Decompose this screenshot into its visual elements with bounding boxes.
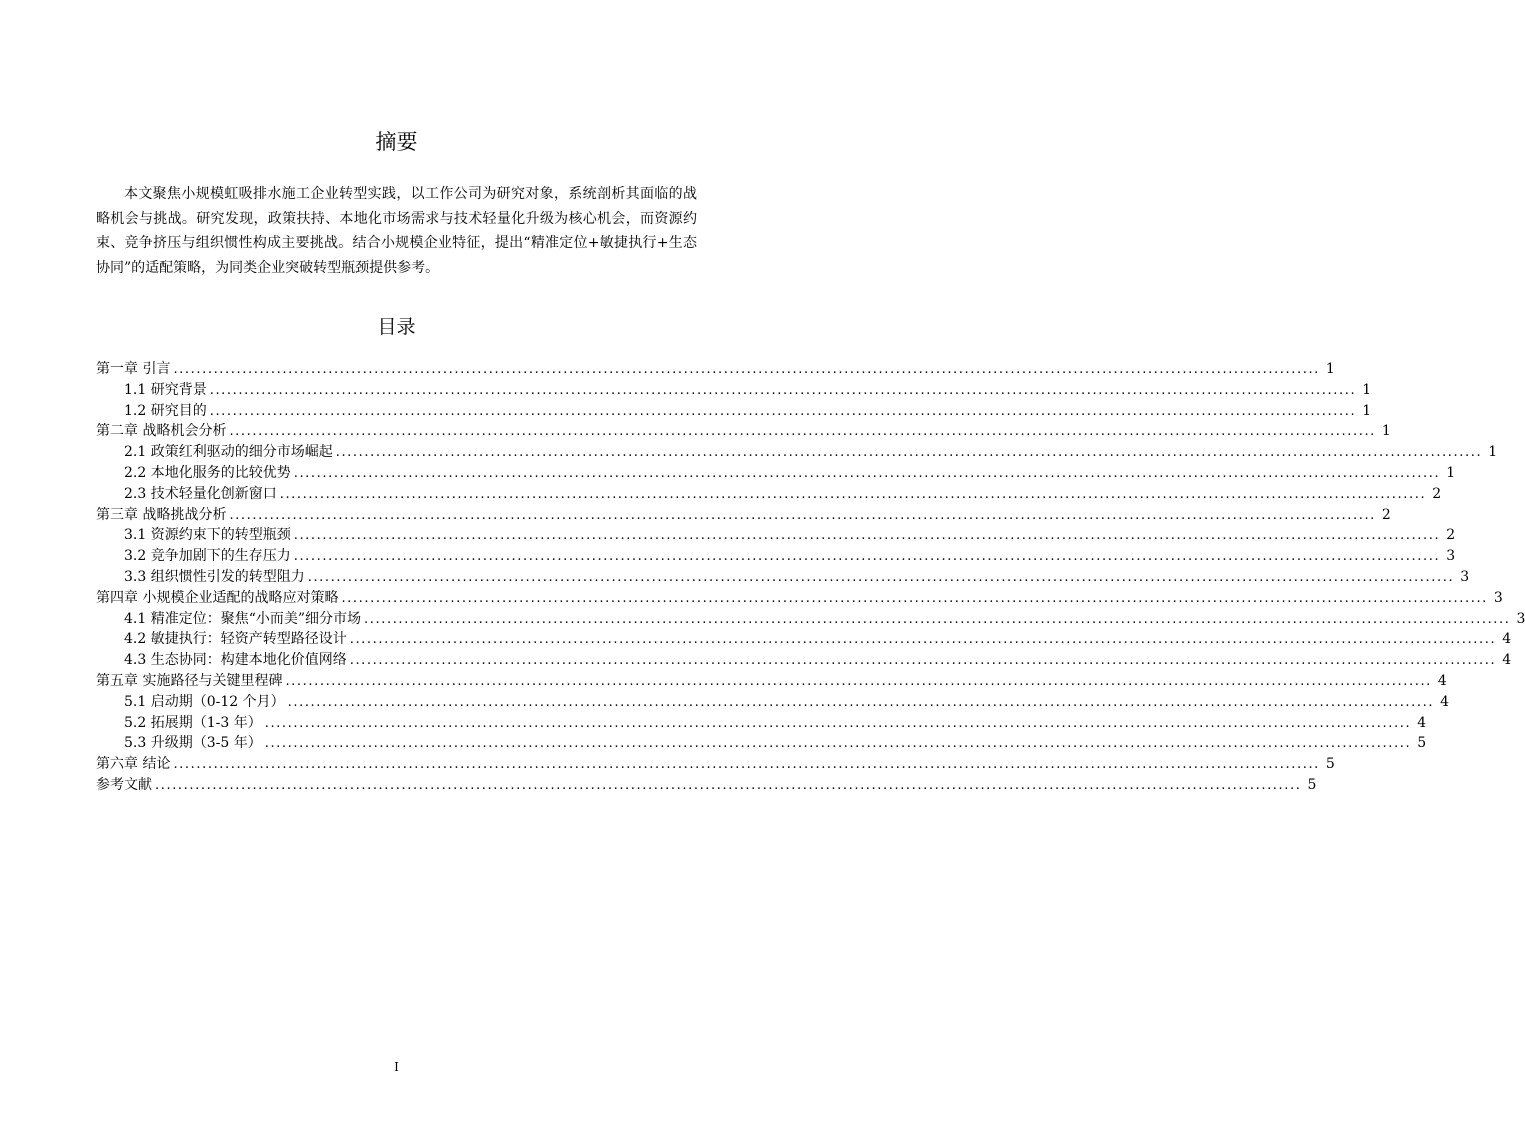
toc-entry[interactable] — [96, 671, 1447, 692]
toc-dot-leader: ........................................................................................................................................................................................................ — [279, 486, 1427, 502]
toc-dot-leader: ........................................................................................................................................................................................................ — [264, 715, 1412, 731]
toc-entry-label: 第四章 小规模企业适配的战略应对策略 — [96, 589, 339, 606]
toc-entry-label: 4.3 生态协同：构建本地化价值网络 — [124, 652, 347, 669]
toc-entry[interactable] — [96, 609, 1525, 630]
toc-dot-leader: ........................................................................................................................................................................................................ — [285, 673, 1432, 689]
page-number: I — [394, 1060, 399, 1074]
toc-entry-page: 1 — [1325, 361, 1335, 377]
toc-dot-leader: ........................................................................................................................................................................................................ — [364, 611, 1511, 627]
toc-entry-page: 4 — [1502, 631, 1512, 648]
toc-entry[interactable] — [96, 401, 1372, 422]
toc-entry-label: 第六章 结论 — [96, 756, 171, 773]
toc-dot-leader: ........................................................................................................................................................................................................ — [209, 403, 1357, 419]
toc-entry-page: 3 — [1516, 610, 1525, 627]
toc-dot-leader: ........................................................................................................................................................................................................ — [307, 569, 1455, 585]
toc-entry-label: 1.2 研究目的 — [124, 402, 207, 419]
toc-entry-label: 4.1 精准定位：聚焦“小而美”细分市场 — [124, 610, 362, 627]
toc-entry-page: 1 — [1362, 402, 1372, 419]
toc-entry[interactable] — [96, 754, 1335, 775]
toc-entry-label: 5.3 升级期（3-5 年） — [124, 735, 262, 752]
table-of-contents — [96, 359, 1525, 796]
abstract-title: 摘要 — [375, 130, 418, 154]
toc-dot-leader: ........................................................................................................................................................................................................ — [293, 549, 1441, 565]
toc-entry-label: 2.3 技术轻量化创新窗口 — [124, 485, 277, 502]
toc-dot-leader: ........................................................................................................................................................................................................ — [155, 777, 1302, 793]
toc-dot-leader: ........................................................................................................................................................................................................ — [229, 507, 1376, 523]
toc-entry-page: 4 — [1437, 672, 1447, 689]
toc-dot-leader: ........................................................................................................................................................................................................ — [341, 590, 1488, 606]
toc-entry-label: 4.2 敏捷执行：轻资产转型路径设计 — [124, 631, 347, 648]
toc-entry-page: 5 — [1325, 756, 1335, 773]
toc-entry[interactable] — [96, 525, 1456, 546]
toc-entry-page: 3 — [1493, 589, 1503, 606]
abstract-body: 本文聚焦小规模虹吸排水施工企业转型实践，以工作公司为研究对象，系统剖析其面临的战略机会与挑战。研究发现，政策扶持、本地化市场需求与技术轻量化升级为核心机会，而资源约束、竞争挤压与组织惯性构成主要挑战。结合小规模企业特征，提出“精准定位+敏捷执行+生态协同”的适配策略，为同类企业突破转型瓶颈提供参考。 — [96, 186, 697, 276]
toc-entry[interactable] — [96, 442, 1498, 463]
toc-entry[interactable] — [96, 692, 1450, 713]
toc-dot-leader: ........................................................................................................................................................................................................ — [349, 653, 1497, 669]
toc-title: 目录 — [377, 316, 416, 338]
toc-entry-page: 2 — [1432, 485, 1442, 502]
toc-entry[interactable] — [96, 484, 1442, 505]
toc-entry-page: 5 — [1307, 776, 1317, 793]
toc-entry-label: 5.2 拓展期（1-3 年） — [124, 714, 262, 731]
toc-entry-label: 第二章 战略机会分析 — [96, 423, 227, 440]
toc-dot-leader: ........................................................................................................................................................................................................ — [173, 757, 1320, 773]
toc-entry[interactable] — [96, 733, 1427, 754]
toc-entry[interactable] — [96, 567, 1470, 588]
toc-dot-leader: ........................................................................................................................................................................................................ — [173, 362, 1320, 377]
toc-entry-label: 第五章 实施路径与关键里程碑 — [96, 672, 283, 689]
toc-entry-label: 2.2 本地化服务的比较优势 — [124, 464, 291, 481]
toc-entry-label: 3.1 资源约束下的转型瓶颈 — [124, 527, 291, 544]
toc-dot-leader: ........................................................................................................................................................................................................ — [229, 424, 1376, 440]
toc-entry-page: 2 — [1446, 527, 1456, 544]
toc-entry-page: 1 — [1488, 444, 1498, 461]
toc-entry[interactable] — [96, 546, 1456, 567]
toc-entry[interactable] — [96, 650, 1512, 671]
toc-entry-label: 3.3 组织惯性引发的转型阻力 — [124, 568, 305, 585]
toc-dot-leader: ........................................................................................................................................................................................................ — [293, 528, 1441, 544]
toc-entry-label: 5.1 启动期（0-12 个月） — [124, 693, 285, 710]
toc-entry-label: 3.2 竞争加剧下的生存压力 — [124, 548, 291, 565]
toc-entry[interactable] — [96, 588, 1503, 609]
toc-entry-page: 3 — [1446, 548, 1456, 565]
toc-entry-page: 3 — [1460, 568, 1470, 585]
toc-dot-leader: ........................................................................................................................................................................................................ — [335, 445, 1483, 461]
toc-dot-leader: ........................................................................................................................................................................................................ — [264, 736, 1412, 752]
toc-entry[interactable] — [96, 463, 1456, 484]
toc-entry-page: 1 — [1446, 464, 1456, 481]
toc-dot-leader: ........................................................................................................................................................................................................ — [349, 632, 1497, 648]
toc-entry-label: 第一章 引言 — [96, 361, 171, 377]
toc-entry-page: 4 — [1417, 714, 1427, 731]
toc-entry[interactable] — [96, 359, 1335, 380]
toc-entry[interactable] — [96, 421, 1391, 442]
toc-entry[interactable] — [96, 775, 1317, 796]
toc-entry[interactable] — [96, 629, 1512, 650]
toc-entry-page: 5 — [1417, 735, 1427, 752]
toc-entry-label: 2.1 政策红利驱动的细分市场崛起 — [124, 444, 333, 461]
toc-entry-label: 1.1 研究背景 — [124, 381, 207, 398]
toc-entry-page: 1 — [1381, 423, 1391, 440]
toc-entry[interactable] — [96, 380, 1372, 401]
toc-entry-label: 第三章 战略挑战分析 — [96, 506, 227, 523]
toc-entry-page: 1 — [1362, 381, 1372, 398]
toc-entry-label: 参考文献 — [96, 776, 152, 793]
toc-entry-page: 4 — [1440, 693, 1450, 710]
toc-dot-leader: ........................................................................................................................................................................................................ — [209, 382, 1357, 398]
toc-dot-leader: ........................................................................................................................................................................................................ — [287, 694, 1435, 710]
toc-dot-leader: ........................................................................................................................................................................................................ — [293, 465, 1441, 481]
toc-entry-page: 2 — [1381, 506, 1391, 523]
toc-entry-page: 4 — [1502, 652, 1512, 669]
toc-entry[interactable] — [96, 505, 1391, 526]
toc-entry[interactable] — [96, 713, 1427, 734]
